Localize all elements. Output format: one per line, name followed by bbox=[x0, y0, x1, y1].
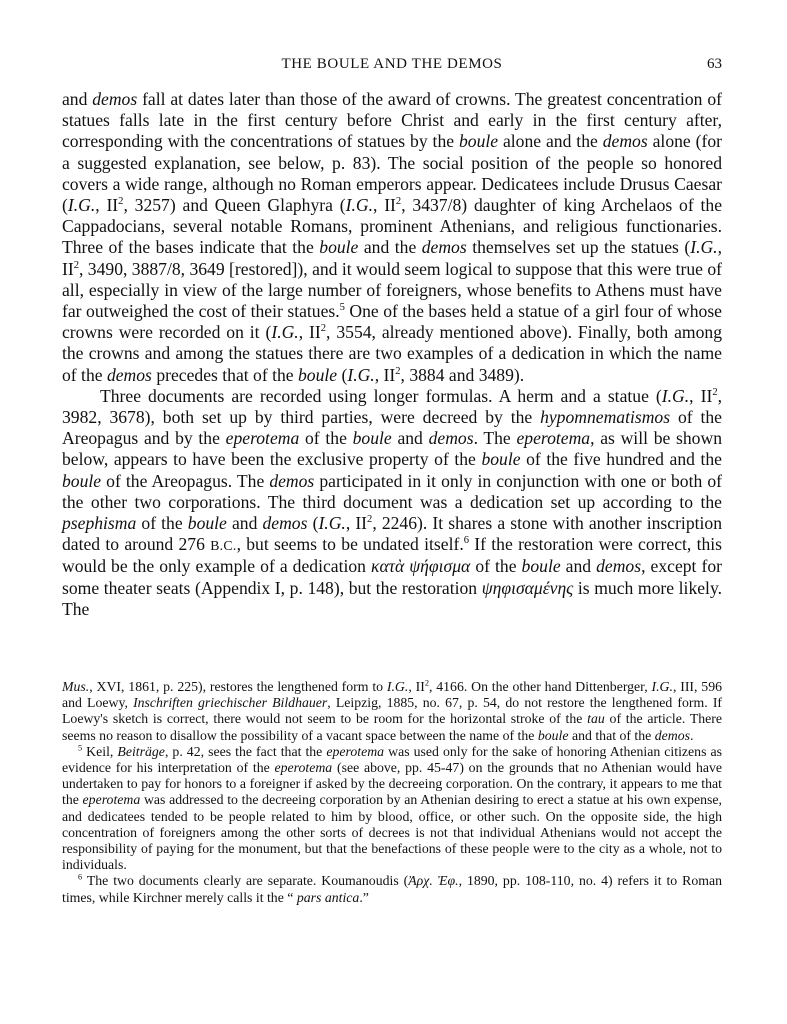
footnote-5: $^5$ Keil, Beiträge, p. 42, sees the fact that the eperotema was used only for the sake of honoring Athenian citizens as evidence for his interpretation of the eperotema (see above, pp. 45-47) on the grounds that no Athenian would have undertaken to pay for honors to a foreigner if asked by the decreeing corporation. On the contrary, it appears to me that the eperotema was addressed to the decreeing corporation by an Athenian desiring to erect a statue at his own expense, and dedicatees tended to be people related to him by blood, office, or other such. On the opposite side, the high concentration of foreigners among the other sorts of decrees is not that individual Athenians would not accept the responsibility of paying for the monument, but that the benefactions of these people were to the city as a whole, not to individuals. bbox=[62, 743, 722, 873]
italic-term: pars antica bbox=[296, 889, 360, 905]
italic-term: hypomnematismos bbox=[540, 407, 671, 428]
superscript: 5 bbox=[78, 743, 83, 753]
footnotes bbox=[62, 679, 722, 906]
italic-term: ψηφισαμένης bbox=[481, 577, 574, 598]
superscript: 2 bbox=[118, 196, 124, 208]
italic-term: I.G. bbox=[318, 513, 346, 534]
body-paragraph-1: and demos fall at dates later than those of the award of crowns. The greatest concentration of statues falls late in the first century before Christ and early in the first century after, corresponding with the concentrations of statues by the boule alone and the demos alone (for a suggested explanation, see below, p. 83). The social position of the people so honored covers a wide range, although no Roman emperors appear. Dedicatees include Drusus Caesar (I.G., $II^2$, 3257) and Queen Glaphyra (I.G., $II^2$, 3437/8) daughter of king Archelaos of the Cappadocians, several notable Romans, prominent Athenians, and religious functionaries. Three of the bases indicate that the boule and the demos themselves set up the statues (I.G., $II^2$, 3490, 3887/8, 3649 [restored]), and it would seem logical to suppose that this were true of all, especially in view of the large number of foreigners, whose benefits to Athens must have far outweighed the cost of their statues.$^5$ One of the bases held a statue of a girl four of whose crowns were recorded on it (I.G., $II^2$, 3554, already mentioned above). Finally, both among the crowns and among the statues there are two examples of a dedication in which the name of the demos precedes that of the boule (I.G., $II^2$, 3884 and 3489). bbox=[62, 89, 723, 385]
footnote-continued: Mus., XVI, 1861, p. 225), restores the lengthened form to I.G., $II^2$, 4166. On the other hand Dittenberger, I.G., III, 596 and Loewy, Inschriften griechischer Bildhauer, Leipzig, 1885, no. 67, p. 54, do not restore the lengthened form. If Loewy's sketch is correct, there would not seem to be room for the horizontal stroke of the tau of the article. There seems no reason to disallow the possibility of a vacant space between the name of the boule and that of the demos. bbox=[62, 678, 723, 743]
italic-term: I.G. bbox=[386, 679, 409, 694]
italic-term: I.G. bbox=[661, 385, 690, 406]
italic-term: Mus. bbox=[62, 679, 90, 694]
italic-term: demos bbox=[602, 131, 648, 152]
italic-term: boule bbox=[458, 131, 499, 152]
superscript: 2 bbox=[395, 365, 401, 377]
superscript: 2 bbox=[712, 386, 718, 398]
italic-term: I.G. bbox=[690, 237, 718, 258]
italic-term: boule bbox=[352, 428, 392, 449]
italic-term: demos bbox=[106, 364, 152, 385]
italic-term: psephisma bbox=[62, 513, 137, 534]
italic-term: eperotema bbox=[274, 760, 333, 776]
italic-term: demos bbox=[654, 727, 690, 743]
superscript: 2 bbox=[73, 259, 79, 271]
superscript: 6 bbox=[463, 535, 469, 547]
superscript: 2 bbox=[424, 678, 429, 688]
italic-term: demos bbox=[92, 89, 138, 109]
italic-term: boule bbox=[521, 556, 561, 577]
italic-term: eperotema bbox=[516, 428, 591, 449]
superscript: 5 bbox=[339, 302, 345, 314]
running-title: THE BOULE AND THE DEMOS bbox=[281, 56, 503, 72]
italic-term: demos bbox=[596, 556, 642, 577]
italic-term: boule bbox=[297, 364, 338, 385]
italic-term: I.G. bbox=[345, 195, 373, 216]
superscript: 2 bbox=[367, 514, 373, 526]
italic-term: κατὰ ψήφισμα bbox=[371, 556, 471, 577]
page-number: 63 bbox=[707, 56, 722, 72]
superscript: 6 bbox=[78, 873, 83, 883]
italic-term: Beiträge bbox=[117, 743, 165, 759]
italic-term: Inschriften griechischer Bildhauer bbox=[133, 695, 328, 711]
italic-term: boule bbox=[187, 513, 227, 534]
superscript: 2 bbox=[320, 323, 327, 335]
italic-term: boule bbox=[319, 237, 359, 258]
italic-term: demos bbox=[262, 513, 308, 534]
italic-term: I.G. bbox=[271, 322, 299, 343]
italic-term: demos bbox=[421, 237, 467, 258]
italic-term: eperotema bbox=[225, 428, 300, 449]
italic-term: eperotema bbox=[82, 792, 141, 808]
italic-term: tau bbox=[587, 711, 605, 727]
running-head bbox=[62, 56, 722, 78]
italic-term: demos bbox=[428, 428, 474, 449]
italic-term: Ἀρχ. Ἐφ. bbox=[408, 873, 459, 889]
italic-term: eperotema bbox=[326, 743, 385, 759]
italic-term: boule bbox=[481, 449, 521, 470]
body-paragraph-2: Three documents are recorded using longer formulas. A herm and a statue (I.G., $II^2$, 3982, 3678), both set up by third parties, were decreed by the hypomnematismos of the Areopagus and by the eperotema of the boule and demos. The eperotema, as will be shown below, appears to have been the exclusive property of the boule of the five hundred and the boule of the Areopagus. The demos participated in it only in conjunction with one or both of the other two corporations. The third document was a dedication set up according to the psephisma of the boule and demos (I.G., $II^2$, 2246). It shares a stone with another inscription dated to around 276 B.C., but seems to be undated itself.$^6$ If the restoration were correct, this would be the only example of a dedication κατὰ ψήφισμα of the boule and demos, except for some theater seats (Appendix I, p. 148), but the restoration ψηφισαμένης is much more likely. The bbox=[62, 385, 723, 619]
small-caps: B.C. bbox=[210, 538, 237, 554]
italic-term: demos bbox=[269, 470, 315, 491]
italic-term: boule bbox=[537, 727, 569, 743]
superscript: 2 bbox=[395, 196, 402, 208]
italic-term: I.G. bbox=[347, 364, 375, 385]
body-text bbox=[62, 89, 722, 620]
italic-term: I.G. bbox=[651, 679, 673, 694]
italic-term: boule bbox=[62, 470, 102, 491]
italic-term: I.G. bbox=[67, 195, 96, 216]
footnote-6: $^6$ The two documents clearly are separate. Koumanoudis (Ἀρχ. Ἐφ., 1890, pp. 108-110, no. 4) refers it to Roman times, while Kirchner merely calls it the “ pars antica.” bbox=[62, 873, 722, 905]
